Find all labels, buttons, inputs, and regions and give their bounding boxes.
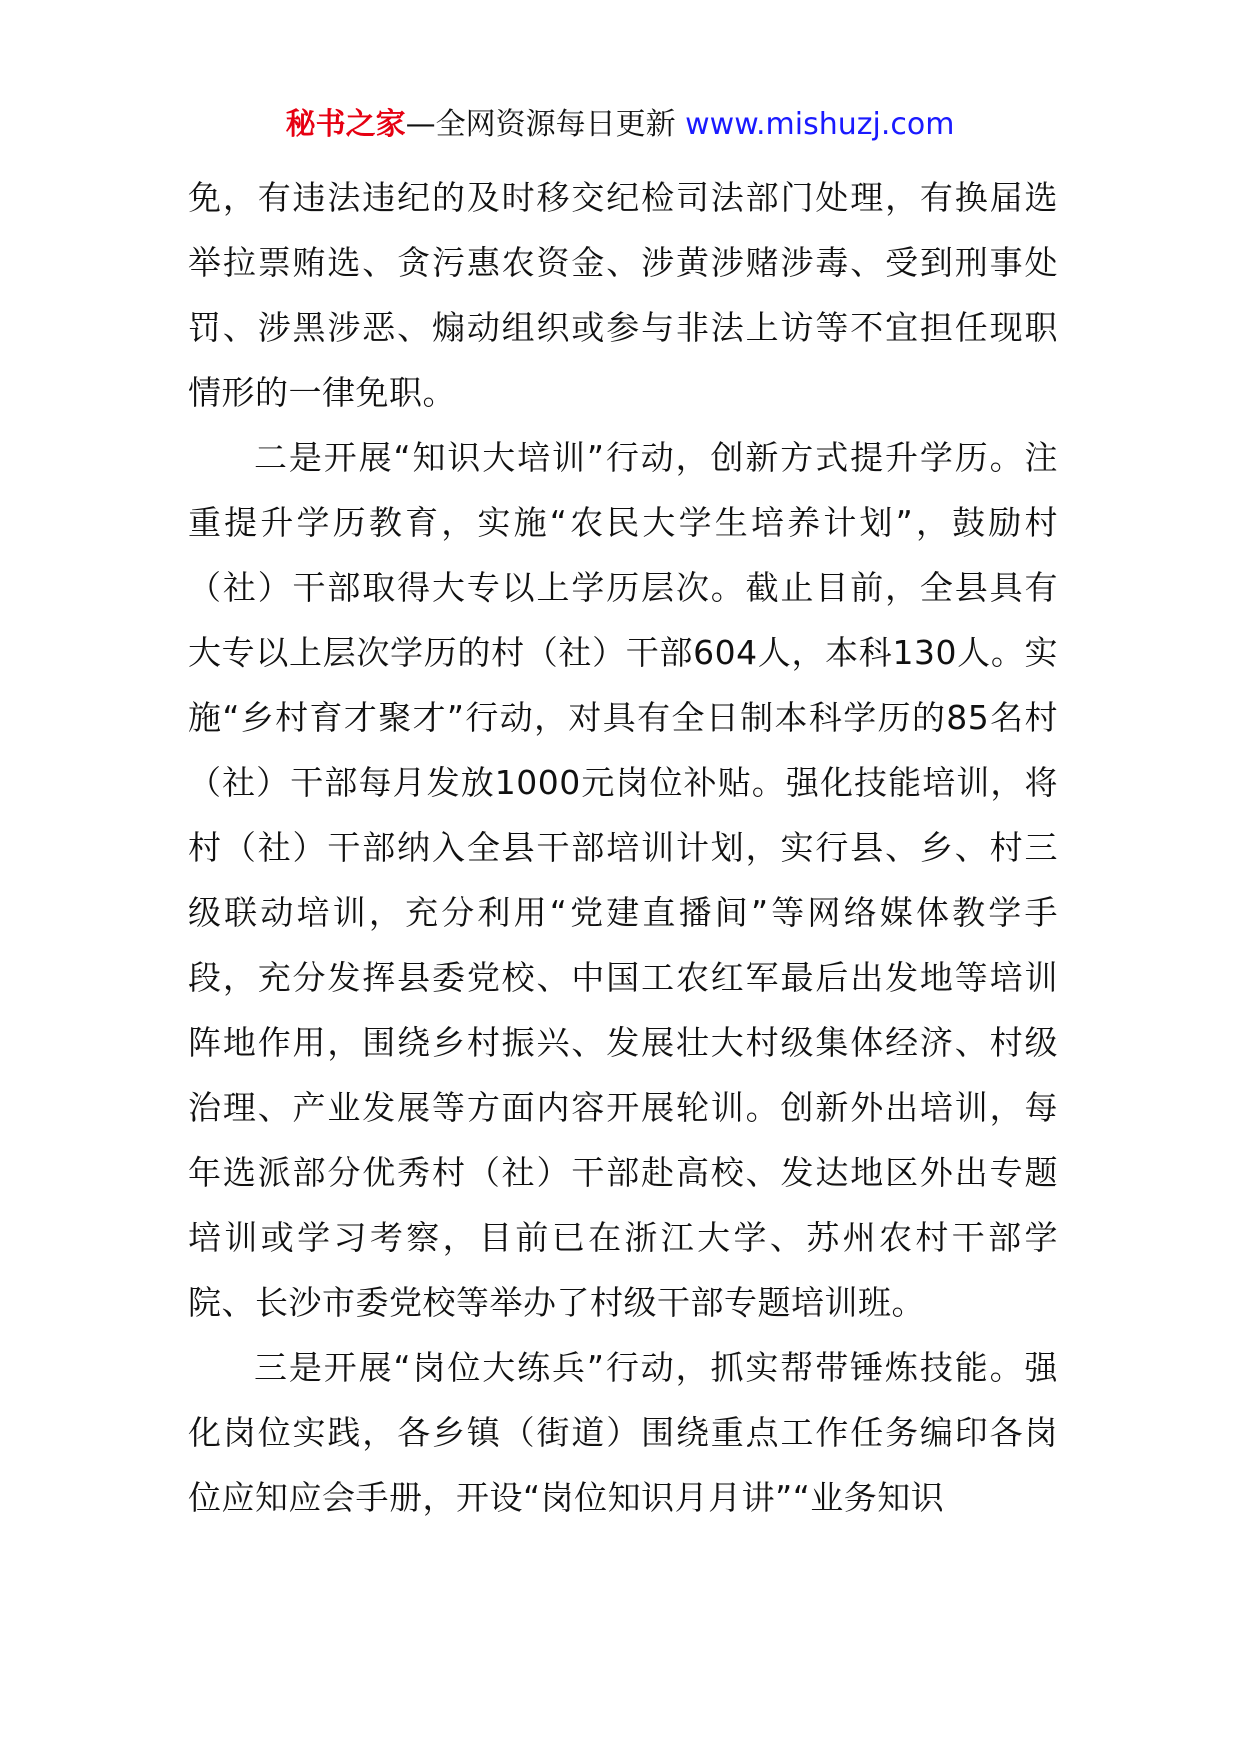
page-header	[0, 103, 1240, 147]
paragraph-job-training: 三是开展“岗位大练兵”行动，抓实帮带锤炼技能。强化岗位实践，各乡镇（街道）围绕重点工作任务编印各岗位应知应会手册，开设“岗位知识月月讲”“业务知识	[188, 1348, 1058, 1517]
paragraph-continuation: 免，有违法违纪的及时移交纪检司法部门处理，有换届选举拉票贿选、贪污惠农资金、涉黄涉赌涉毒、受到刑事处罚、涉黑涉恶、煽动组织或参与非法上访等不宜担任现职情形的一律免职。	[188, 178, 1058, 412]
site-tagline: —全网资源每日更新	[405, 107, 676, 142]
document-body	[188, 165, 1058, 1530]
site-brand: 秘书之家	[285, 107, 406, 142]
site-url-link[interactable]: www.mishuzj.com	[685, 107, 955, 142]
paragraph-knowledge-training: 二是开展“知识大培训”行动，创新方式提升学历。注重提升学历教育，实施“农民大学生培养计划”，鼓励村（社）干部取得大专以上学历层次。截止目前，全县具有大专以上层次学历的村（社）干部604人，本科130人。实施“乡村育才聚才”行动，对具有全日制本科学历的85名村（社）干部每月发放1000元岗位补贴。强化技能培训，将村（社）干部纳入全县干部培训计划，实行县、乡、村三级联动培训，充分利用“党建直播间”等网络媒体教学手段，充分发挥县委党校、中国工农红军最后出发地等培训阵地作用，围绕乡村振兴、发展壮大村级集体经济、村级治理、产业发展等方面内容开展轮训。创新外出培训，每年选派部分优秀村（社）干部赴高校、发达地区外出专题培训或学习考察，目前已在浙江大学、苏州农村干部学院、长沙市委党校等举办了村级干部专题培训班。	[188, 438, 1058, 1322]
